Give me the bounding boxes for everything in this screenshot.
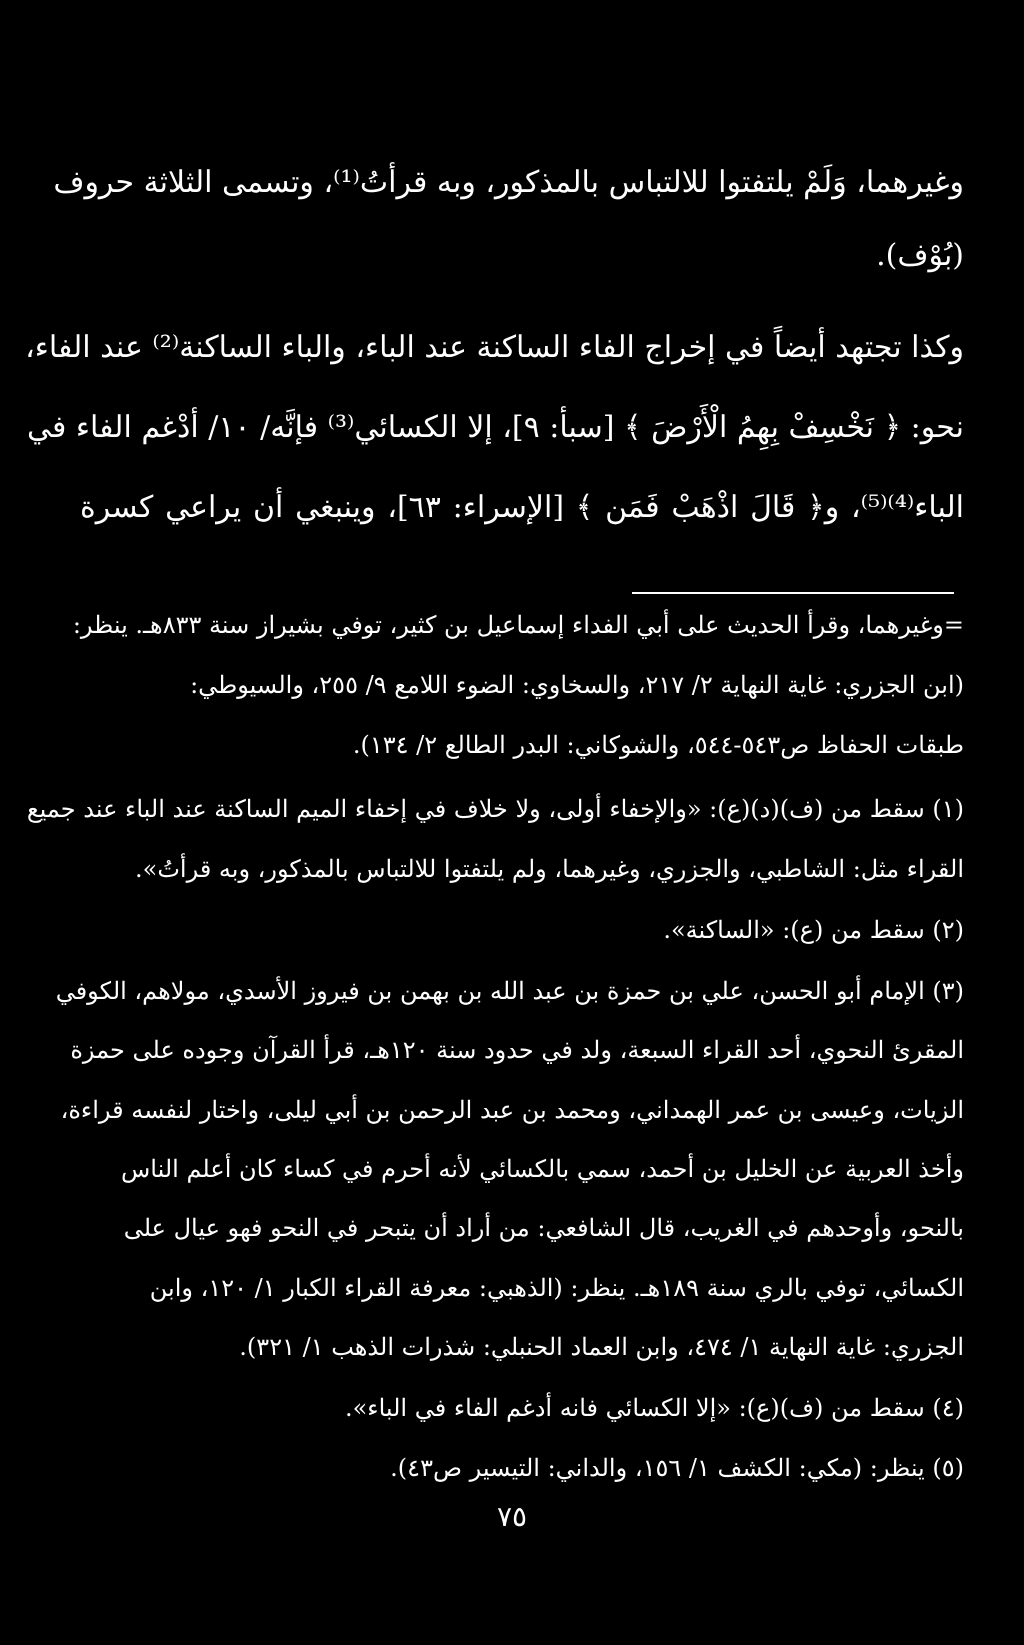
footnote-line-8: المقرئ النحوي، أحد القراء السبعة، ولد في حدود سنة ١٢٠هـ، قرأ القرآن وجوده على حمزة [70,1036,964,1064]
main-line-5: الباء⁽⁴⁾⁽⁵⁾، و﴿ قَالَ اذْهَبْ فَمَن ﴾ [الإسراء: ٦٣]، وينبغي أن يراعي كسرة [80,490,964,525]
footnotes [26,611,964,1482]
footnote-separator [632,592,954,594]
footnote-line-12: الكسائي، توفي بالري سنة ١٨٩هـ. ينظر: (الذهبي: معرفة القراء الكبار ١/ ١٢٠، وابن [149,1274,964,1302]
footnote-line-3: طبقات الحفاظ ص٥٤٣-٥٤٤، والشوكاني: البدر الطالع ٢/ ١٣٤). [352,731,964,759]
main-line-1: وغيرهما، وَلَمْ يلتفتوا للالتباس بالمذكور، وبه قرأتُ⁽¹⁾، وتسمى الثلاثة حروف [53,165,964,200]
main-line-2: (بُوْف). [876,238,964,273]
footnote-line-10: وأخذ العربية عن الخليل بن أحمد، سمي بالكسائي لأنه أحرم في كساء كان أعلم الناس [121,1155,964,1183]
footnote-line-7: (٣) الإمام أبو الحسن، علي بن حمزة بن عبد الله بن بهمن بن فيروز الأسدي، مولاهم، الكوفي [55,977,964,1005]
footnote-line-2: (ابن الجزري: غاية النهاية ٢/ ٢١٧، والسخاوي: الضوء اللامع ٩/ ٢٥٥، والسيوطي: [190,671,964,699]
footnote-line-6: (٢) سقط من (ع): «الساكنة». [663,916,964,944]
main-line-4: نحو: ﴿ نَخْسِفْ بِهِمُ الْأَرْضَ ﴾ [سبأ: ٩]، إلا الكسائي⁽³⁾ فإنَّه/ ١٠/ أدْغم الفاء في [27,410,964,445]
footnote-line-11: بالنحو، وأوحدهم في الغريب، قال الشافعي: من أراد أن يتبحر في النحو فهو عيال على [123,1214,964,1242]
footnote-line-13: الجزري: غاية النهاية ١/ ٤٧٤، وابن العماد الحنبلي: شذرات الذهب ١/ ٣٢١). [239,1333,964,1361]
footnote-line-5: القراء مثل: الشاطبي، والجزري، وغيرهما، ولم يلتفتوا للالتباس بالمذكور، وبه قرأتُ». [135,855,964,883]
page-number: ٧٥ [496,1500,528,1533]
footnote-line-14: (٤) سقط من (ف)(ع): «إلا الكسائي فانه أدغم الفاء في الباء». [344,1394,964,1422]
footnote-line-4: (١) سقط من (ف)(د)(ع): «والإخفاء أولى، ولا خلاف في إخفاء الميم الساكنة عند الباء عند جميع [26,795,964,823]
main-line-3: وكذا تجتهد أيضاً في إخراج الفاء الساكنة عند الباء، والباء الساكنة⁽²⁾ عند الفاء، [25,330,964,365]
footnote-line-9: الزيات، وعيسى بن عمر الهمداني، ومحمد بن عبد الرحمن بن أبي ليلى، واختار لنفسه قراءة، [60,1096,964,1124]
footnote-line-15: (٥) ينظر: (مكي: الكشف ١/ ١٥٦، والداني: التيسير ص٤٣). [390,1454,964,1482]
footnote-line-1: =وغيرهما، وقرأ الحديث على أبي الفداء إسماعيل بن كثير، توفي بشيراز سنة ٨٣٣هـ. ينظر: [72,611,964,639]
main-text [25,150,964,525]
